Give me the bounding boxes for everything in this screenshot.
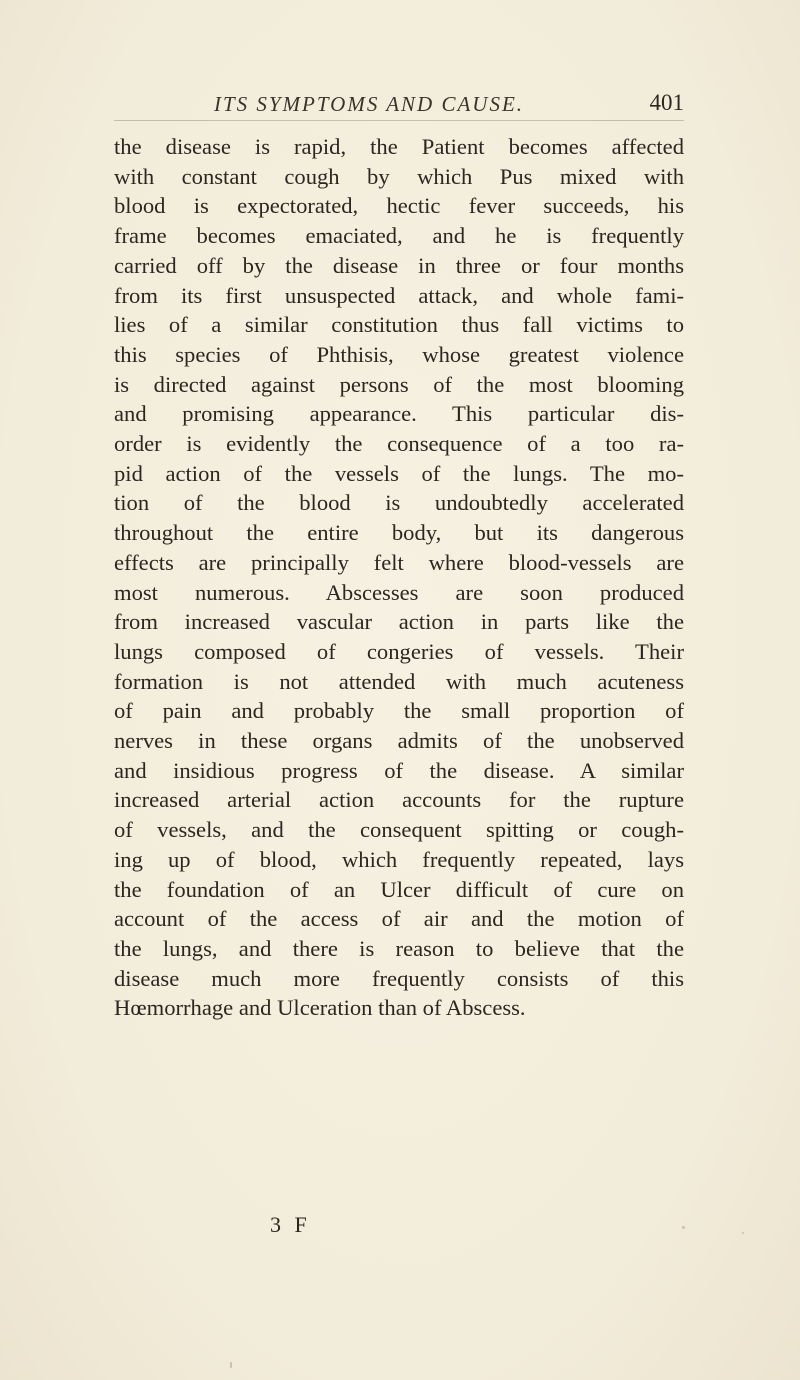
running-title: ITS SYMPTOMS AND CAUSE.: [213, 92, 525, 116]
running-header: [114, 90, 684, 121]
text-line: account of the access of air and the motion of: [114, 906, 684, 932]
text-line: and promising appearance. This particular dis-: [114, 401, 684, 427]
text-line: of pain and probably the small proportion of: [114, 698, 684, 724]
text-line: this species of Phthisis, whose greatest violence: [114, 341, 684, 367]
signature-mark: 3 F: [270, 1212, 311, 1237]
body-text: [114, 132, 684, 1023]
text-line: increased arterial action accounts for the rupture: [114, 787, 684, 813]
text-line: pid action of the vessels of the lungs. The mo-: [114, 460, 684, 486]
text-line: frame becomes emaciated, and he is frequently: [114, 223, 684, 249]
text-line: carried off by the disease in three or four months: [114, 252, 684, 278]
text-line: order is evidently the consequence of a too ra-: [114, 431, 684, 457]
text-line: Hœmorrhage and Ulceration than of Abscess.: [114, 995, 526, 1021]
text-line: from its first unsuspected attack, and whole fami-: [114, 282, 684, 308]
text-line: blood is expectorated, hectic fever succeeds, his: [114, 193, 684, 219]
text-line: the disease is rapid, the Patient becomes affected: [114, 134, 684, 159]
text-line: lungs composed of congeries of vessels. Their: [114, 638, 684, 664]
text-line: nerves in these organs admits of the unobserved: [114, 728, 684, 754]
text-line: disease much more frequently consists of this: [114, 965, 684, 991]
paper-speck: [742, 1232, 744, 1234]
text-line: tion of the blood is undoubtedly accelerated: [114, 490, 684, 516]
paper-speck: [230, 1362, 232, 1368]
paper-speck: [682, 1226, 685, 1229]
page-number: 401: [649, 90, 684, 115]
text-line: of vessels, and the consequent spitting or cough-: [114, 817, 684, 843]
text-line: the lungs, and there is reason to believe that the: [114, 935, 684, 961]
text-line: throughout the entire body, but its dangerous: [114, 520, 684, 546]
text-line: lies of a similar constitution thus fall victims to: [114, 312, 684, 338]
text-line: the foundation of an Ulcer difficult of cure on: [114, 876, 684, 902]
text-line: ing up of blood, which frequently repeated, lays: [114, 846, 684, 872]
text-line: formation is not attended with much acuteness: [114, 668, 684, 694]
text-line: most numerous. Abscesses are soon produced: [114, 579, 684, 605]
text-line: effects are principally felt where blood-vessels are: [114, 549, 684, 575]
text-line: from increased vascular action in parts like the: [114, 609, 684, 635]
text-line: with constant cough by which Pus mixed with: [114, 163, 684, 189]
text-line: is directed against persons of the most blooming: [114, 371, 684, 397]
text-line: and insidious progress of the disease. A similar: [114, 757, 684, 783]
